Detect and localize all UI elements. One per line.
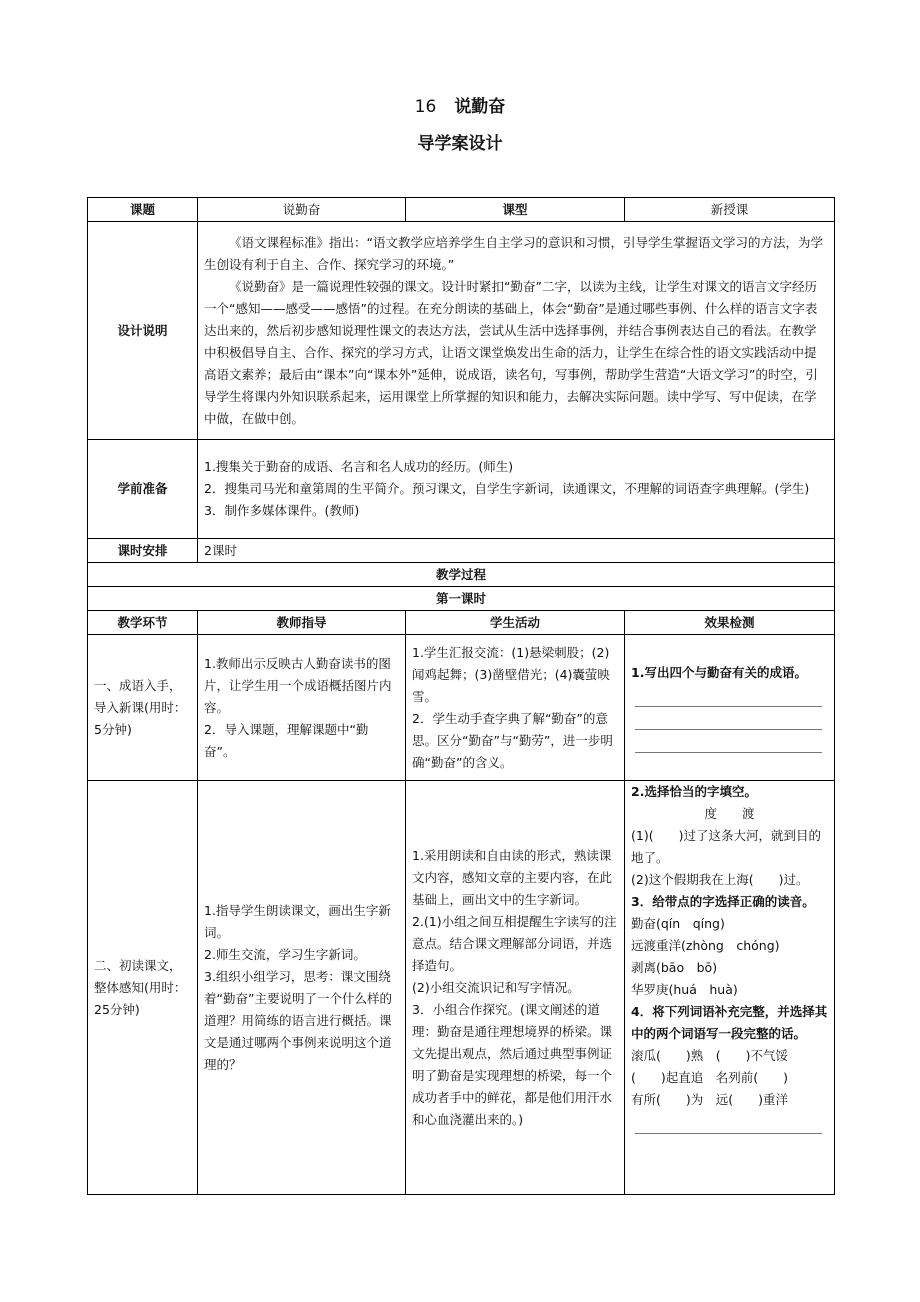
idiom-item: 有所( )为 远( )重洋 [631, 1092, 789, 1107]
column-header: 效果检测 [625, 611, 835, 635]
design-paragraph: 《语文课程标准》指出：“语文教学应培养学生自主学习的意识和习惯，引导学生掌握语文学习的方法，为学生创设有利于自主、合作、探究学习的环境。” [204, 234, 823, 272]
student-item: (2)小组交流识记和写字情况。 [412, 979, 580, 995]
design-row [88, 222, 835, 440]
teacher-guide [198, 635, 406, 781]
design-content [198, 222, 835, 440]
answer-line [635, 730, 822, 753]
student-item: 1.采用朗读和自由读的形式，熟读课文内容，感知文章的主要内容，在此基础上，画出文中的生字新词。 [412, 847, 613, 907]
prep-item: 1.搜集关于勤奋的成语、名言和名人成功的经历。(师生) [204, 459, 514, 474]
stage-label: 二、初读课文，整体感知(用时：25分钟) [88, 781, 198, 1195]
idiom-item: ( )起直追 名列前( ) [631, 1070, 789, 1085]
page-header [0, 94, 920, 157]
info-row [88, 198, 835, 222]
answer-line [635, 684, 822, 707]
type-label: 课型 [406, 198, 625, 222]
pinyin-item: 远渡重洋(zhòng chóng) [631, 938, 780, 953]
topic-label: 课题 [88, 198, 198, 222]
column-header-row [88, 611, 835, 635]
prep-row [88, 440, 835, 539]
column-header: 教学环节 [88, 611, 198, 635]
topic-value: 说勤奋 [198, 198, 406, 222]
answer-line [635, 1111, 822, 1134]
teacher-item: 1.教师出示反映古人勤奋读书的图片，让学生用一个成语概括图片内容。 [204, 655, 392, 715]
student-item: 2．学生动手查字典了解“勤奋”的意思。区分“勤奋”与“勤劳”，进一步明确“勤奋”的含义。 [412, 710, 613, 770]
check-question: 2.选择恰当的字填空。 [631, 784, 757, 799]
prep-item: 3．制作多媒体课件。(教师) [204, 503, 360, 518]
student-item: 3．小组合作探究。(课文阐述的道理：勤奋是通往理想境界的桥梁。课文先提出观点，然后通过典型事例证明了勤奋是实现理想的桥梁，每一个成功者手中的鲜花，都是他们用汗水和心血浇灌出来的。) [412, 1001, 613, 1127]
period-row [88, 587, 835, 611]
fill-item: (1)( )过了这条大河，就到目的地了。 [631, 828, 821, 865]
lesson-number: 16 [414, 97, 437, 117]
stage-row-2 [88, 781, 835, 1195]
design-label: 设计说明 [88, 222, 198, 440]
fill-item: (2)这个假期我在上海( )过。 [631, 872, 809, 887]
lesson-name: 说勤奋 [454, 97, 506, 117]
lesson-title [0, 94, 920, 120]
idiom-item: 滚瓜( )熟 ( )不气馁 [631, 1048, 789, 1063]
process-title: 教学过程 [88, 563, 835, 587]
char-options: 度 渡 [704, 806, 755, 821]
schedule-value: 2课时 [198, 539, 835, 563]
lesson-subtitle: 导学案设计 [417, 134, 503, 154]
stage-row-1 [88, 635, 835, 781]
process-title-row [88, 563, 835, 587]
teacher-item: 2．导入课题，理解课题中“勤奋”。 [204, 721, 369, 759]
design-paragraph: 《说勤奋》是一篇说理性较强的课文。设计时紧扣“勤奋”二字，以读为主线，让学生对课文的语言文字经历一个“感知——感受——感悟”的过程。在充分朗读的基础上，体会“勤奋”是通过哪些事例、什么样的语言文字表达出来的，然后初步感知说理性课文的表达方法，尝试从生活中选择事例，并结合事例表达自己的看法。在教学中积极倡导自主、合作、探究的学习方式，让语文课堂焕发出生命的活力，让学生在综合性的语文实践活动中提高语文素养；最后由“课本”向“课本外”延伸，说成语，读名句，写事例，帮助学生营造“大语文学习”的时空，引导学生将课内外知识联系起来，运用课堂上所掌握的知识和能力，去解决实际问题。读中学写、写中促读，在学中做，在做中创。 [204, 278, 818, 426]
pinyin-item: 剥离(bāo bō) [631, 960, 718, 975]
period-title: 第一课时 [88, 587, 835, 611]
teacher-item: 1.指导学生朗读课文，画出生字新词。 [204, 902, 391, 940]
student-item: 2.(1)小组之间互相提醒生字读写的注意点。结合课文理解部分词语，并选择造句。 [412, 913, 617, 973]
stage-label: 一、成语入手，导入新课(用时：5分钟) [88, 635, 198, 781]
effect-check [625, 635, 835, 781]
lesson-plan-table [87, 197, 835, 1195]
prep-item: 2．搜集司马光和童第周的生平简介。预习课文，自学生字新词，读通课文，不理解的词语查字典理解。(学生) [204, 481, 810, 496]
effect-check [625, 781, 835, 1195]
teacher-guide [198, 781, 406, 1195]
student-item: 1.学生汇报交流：(1)悬梁刺股；(2)闻鸡起舞；(3)凿壁借光；(4)囊萤映雪。 [412, 644, 610, 704]
prep-label: 学前准备 [88, 440, 198, 539]
check-question: 4．将下列词语补充完整，并选择其中的两个词语写一段完整的话。 [631, 1004, 828, 1041]
type-value: 新授课 [625, 198, 835, 222]
student-activity [406, 635, 625, 781]
pinyin-item: 勤奋(qín qíng) [631, 916, 725, 931]
schedule-row [88, 539, 835, 563]
pinyin-item: 华罗庚(huá huà) [631, 982, 738, 997]
teacher-item: 2.师生交流，学习生字新词。 [204, 946, 366, 962]
column-header: 教师指导 [198, 611, 406, 635]
check-question: 3．给带点的字选择正确的读音。 [631, 894, 815, 909]
prep-content [198, 440, 835, 539]
column-header: 学生活动 [406, 611, 625, 635]
student-activity [406, 781, 625, 1195]
schedule-label: 课时安排 [88, 539, 198, 563]
answer-line [635, 707, 822, 730]
check-question: 1.写出四个与勤奋有关的成语。 [631, 665, 807, 680]
teacher-item: 3.组织小组学习，思考：课文围绕着“勤奋”主要说明了一个什么样的道理？用简练的语言进行概括。课文是通过哪两个事例来说明这个道理的？ [204, 968, 392, 1072]
